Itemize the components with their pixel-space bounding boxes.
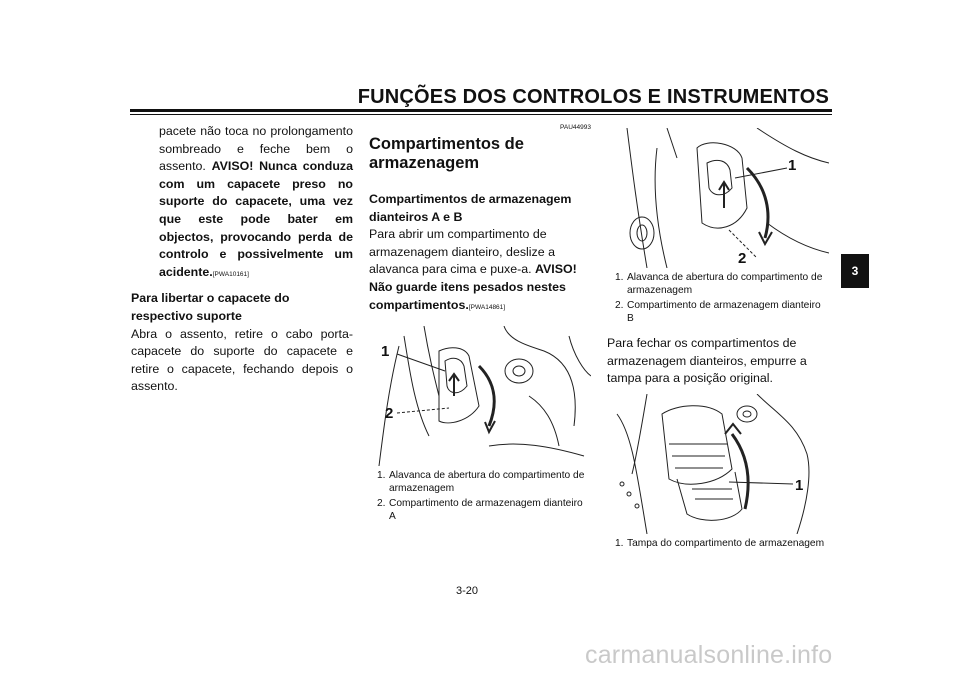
callout-1: 1 — [795, 476, 804, 494]
caption-text: Compartimento de armazenagem dianteiro A — [389, 498, 583, 522]
caption-number: 1. — [615, 272, 624, 283]
caption-number: 1. — [377, 470, 386, 482]
helmet-release-paragraph: Abra o assento, retire o cabo porta-capacete do suporte do capacete e retire o capacete, fechando depois o assento. — [131, 326, 353, 394]
storage-subheading: Compartimentos de armazenagem dianteiros A e B — [369, 192, 572, 224]
storage-close-paragraph: Para fechar os compartimentos de armazenagem dianteiros, empurre a tampa para a posição original. — [607, 336, 807, 386]
helmet-paragraph — [131, 123, 353, 283]
figure-b-captions — [607, 272, 829, 325]
caption-number: 1. — [615, 537, 624, 549]
storage-warning-code: [PWA14861] — [468, 303, 506, 311]
page-header-title: FUNÇÕES DOS CONTROLOS E INSTRUMENTOS — [357, 86, 829, 108]
column-3 — [607, 123, 829, 553]
chapter-tab-number: 3 — [851, 264, 859, 278]
callout-2: 2 — [385, 405, 394, 423]
watermark-text[interactable]: carmanualsonline.info — [585, 641, 833, 669]
column-2 — [369, 123, 591, 526]
caption-item — [615, 272, 829, 297]
caption-text: Alavanca de abertura do compartimento de armazenagem — [627, 272, 823, 296]
figure-storage-lid — [607, 394, 829, 534]
header-rule — [130, 109, 832, 112]
storage-b-illustration — [607, 128, 829, 268]
figure-a-captions — [369, 470, 591, 523]
chapter-tab[interactable] — [841, 254, 869, 288]
storage-lid-illustration — [607, 394, 829, 534]
section-code: PAU44993 — [560, 124, 591, 131]
caption-number: 2. — [377, 498, 386, 510]
figure-storage-a — [369, 326, 591, 466]
helmet-paragraph-text: pacete não toca no prolongamento sombreado e feche bem o assento. — [159, 124, 353, 174]
caption-item — [377, 470, 591, 495]
callout-1: 1 — [788, 157, 797, 174]
header-rule-thin — [130, 114, 832, 115]
warning-code: [PWA10161] — [212, 270, 249, 278]
spacer — [131, 283, 353, 290]
caption-number: 2. — [615, 300, 624, 311]
section-title: Compartimentos de armazenagem — [369, 135, 524, 172]
page-number: 3-20 — [456, 585, 479, 597]
caption-text: Alavanca de abertura do compartimento de armazenagem — [389, 470, 585, 494]
caption-item — [377, 498, 591, 523]
callout-1: 1 — [381, 343, 390, 361]
caption-item — [615, 300, 829, 325]
helmet-warning: AVISO! Nunca conduza com um capacete preso no suporte do capacete, uma vez que este pode bater em objectos, provocando perda de controlo e possivelmente um acidente. — [159, 159, 353, 279]
column-1 — [131, 123, 353, 396]
storage-a-illustration — [369, 326, 591, 466]
caption-item — [615, 538, 829, 551]
storage-open-paragraph — [369, 226, 591, 316]
callout-2: 2 — [738, 250, 747, 267]
storage-open-text: Para abrir um compartimento de armazenagem dianteiro, deslize a alavanca para cima e puxe-a. — [369, 227, 555, 277]
caption-text: Tampa do compartimento de armazenagem — [627, 537, 825, 549]
figure-storage-b — [607, 128, 829, 268]
helmet-release-subheading: Para libertar o capacete do respectivo suporte — [131, 291, 290, 323]
caption-text: Compartimento de armazenagem dianteiro B — [627, 300, 821, 324]
storage-warning: AVISO! Não guarde itens pesados nestes compartimentos. — [369, 262, 577, 312]
figure-lid-captions — [607, 538, 829, 551]
